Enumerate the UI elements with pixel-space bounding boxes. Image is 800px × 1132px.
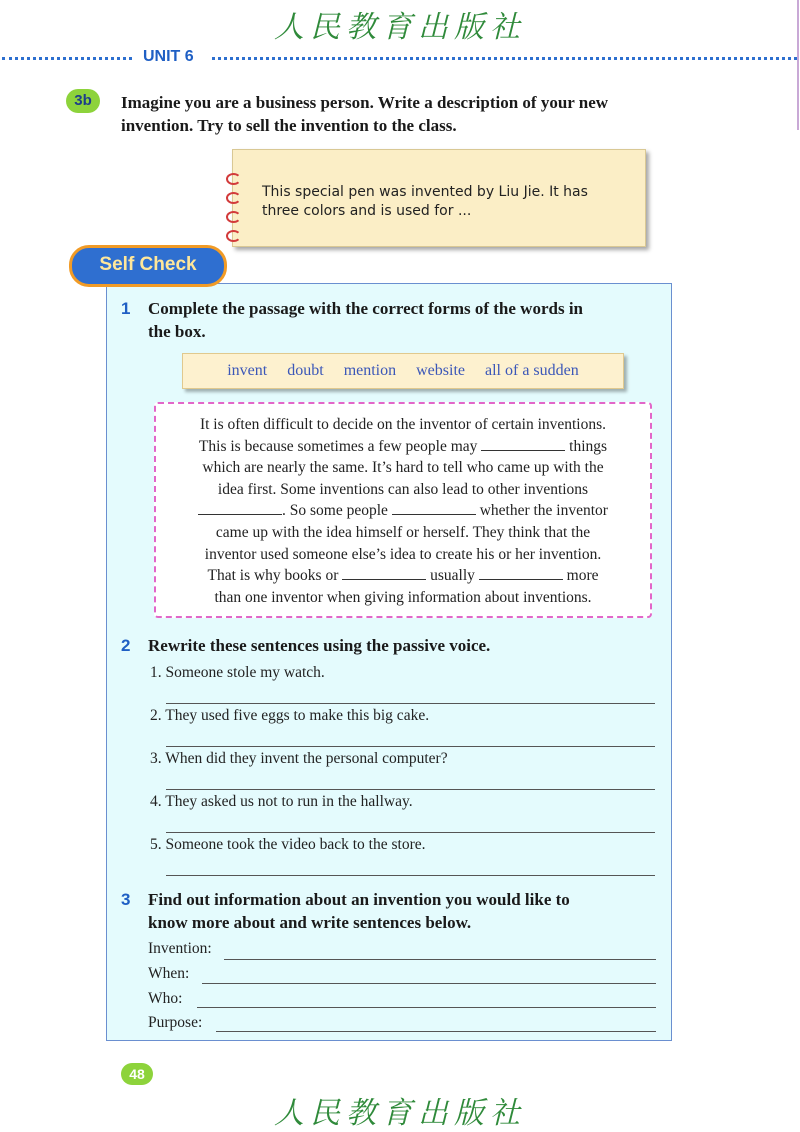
answer-line[interactable] [166, 789, 655, 790]
blank-input[interactable] [481, 438, 565, 451]
section-badge-3b: 3b [66, 89, 100, 113]
exercise-1-heading [148, 297, 658, 343]
self-check-title: Self Check [69, 245, 227, 287]
sentence-item: 5. Someone took the video back to the store. [150, 836, 426, 853]
field-label-when: When: [148, 965, 190, 982]
blank-input[interactable] [479, 567, 563, 580]
passage-line: which are nearly the same. It’s hard to tell who came up with the [202, 459, 604, 477]
page-number: 48 [121, 1063, 153, 1085]
exercise-number: 2 [121, 636, 131, 655]
publisher-logo-bottom: 人民教育出版社 [274, 1096, 526, 1131]
note-text [262, 183, 632, 221]
word-item: mention [343, 362, 397, 379]
note-line: three colors and is used for ... [262, 203, 472, 219]
sentence-item: 3. When did they invent the personal computer? [150, 750, 448, 767]
blank-input[interactable] [198, 502, 282, 515]
word-box [182, 353, 624, 389]
field-label-purpose: Purpose: [148, 1014, 203, 1031]
field-label-invention: Invention: [148, 940, 212, 957]
when-line[interactable] [202, 983, 656, 984]
passage-line: This is because sometimes a few people may things [198, 437, 608, 455]
who-line[interactable] [197, 1007, 656, 1008]
word-item: all of a sudden [485, 362, 579, 379]
passage-text [168, 414, 638, 608]
word-item: invent [227, 362, 268, 379]
publisher-logo-top: 人民教育出版社 [274, 10, 526, 45]
answer-line[interactable] [166, 746, 655, 747]
exercise-number: 3 [121, 890, 131, 909]
exercise-2-heading: Rewrite these sentences using the passive voice. [148, 636, 491, 655]
answer-line[interactable] [166, 875, 655, 876]
page-edge [797, 0, 799, 130]
answer-line[interactable] [166, 703, 655, 704]
sentence-item: 4. They asked us not to run in the hallway. [150, 793, 413, 810]
passage-line: inventor used someone else’s idea to create his or her invention. [204, 545, 602, 563]
header-dotline-left [2, 57, 132, 60]
heading-line: Complete the passage with the correct forms of the words in [148, 299, 583, 318]
purpose-line[interactable] [216, 1031, 656, 1032]
exercise-number: 1 [121, 299, 131, 318]
passage-line: . So some people whether the inventor [168, 500, 638, 522]
unit-label: UNIT 6 [143, 48, 194, 65]
passage-line: idea first. Some inventions can also lead to other inventions [217, 480, 589, 498]
ring-icon [226, 211, 241, 223]
passage-line: came up with the idea himself or herself. They think that the [215, 523, 591, 541]
ring-icon [226, 192, 241, 204]
answer-line[interactable] [166, 832, 655, 833]
invention-line[interactable] [224, 959, 656, 960]
ring-icon [226, 173, 241, 185]
word-item: website [416, 362, 465, 379]
heading-line: Find out information about an invention you would like to [148, 890, 570, 909]
blank-input[interactable] [342, 567, 426, 580]
field-label-who: Who: [148, 990, 183, 1007]
heading-line: the box. [148, 322, 206, 341]
ring-icon [226, 230, 241, 242]
heading-line: know more about and write sentences below. [148, 913, 472, 932]
word-item: doubt [287, 362, 324, 379]
sentence-item: 2. They used five eggs to make this big cake. [150, 707, 430, 724]
section-3b-instruction: Imagine you are a business person. Write a description of your new invention. Try to sell the invention to the class. [121, 93, 609, 135]
blank-input[interactable] [392, 502, 476, 515]
header-dotline-right [212, 57, 797, 60]
passage-line: It is often difficult to decide on the inventor of certain inventions. [199, 416, 607, 433]
passage-line: That is why books or usually more [207, 567, 599, 585]
sentence-item: 1. Someone stole my watch. [150, 664, 325, 681]
note-line: This special pen was invented by Liu Jie. It has [262, 184, 588, 200]
passage-line: than one inventor when giving information about inventions. [214, 588, 592, 606]
exercise-3-heading [148, 888, 658, 934]
